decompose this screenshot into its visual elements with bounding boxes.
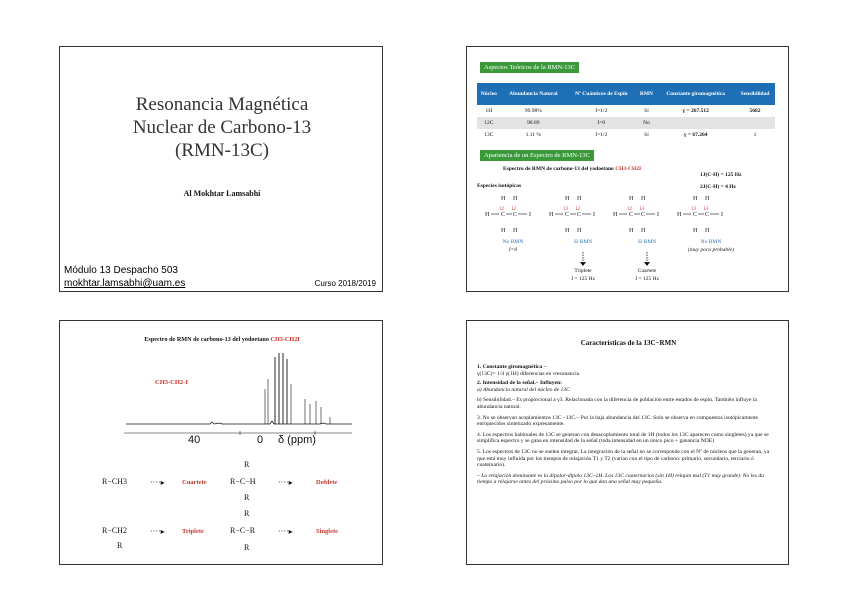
coupling-2j: 2J(C-H) = 4 Hz bbox=[700, 184, 736, 190]
row2-left: R−CH2 bbox=[102, 526, 127, 535]
r-bottom-1: R bbox=[244, 493, 250, 502]
table-row bbox=[477, 129, 775, 141]
col-header: Nº Cuánticos de Espín bbox=[566, 83, 637, 105]
svg-text:H: H bbox=[705, 196, 710, 202]
svg-text:13: 13 bbox=[691, 207, 696, 212]
r-top-1: R bbox=[244, 460, 250, 469]
svg-text:12: 12 bbox=[499, 207, 504, 212]
section-header-appearance: Apariencia de un Espectro de RMN-13C bbox=[480, 150, 594, 161]
slide-spectrum bbox=[59, 320, 383, 565]
spectrum-title bbox=[60, 336, 383, 343]
svg-text:H: H bbox=[613, 212, 618, 218]
svg-text:H: H bbox=[577, 228, 582, 234]
axis-unit: δ (ppm) bbox=[278, 434, 316, 446]
species-label: Especies isotópicas bbox=[477, 183, 522, 189]
spectrum-title bbox=[503, 166, 641, 172]
arrow-3: ····▸ bbox=[150, 527, 165, 536]
table-row bbox=[477, 105, 775, 117]
spectrum-plot bbox=[120, 349, 360, 449]
item6: – La relajación dominante es la dipolar-dipolo 13C–1H. Los 13C cuaternarios (sin 1H) relajan mal (T1 muy grande). No les da tiempo a relajarse antes del próximo pulso por lo que dan una señal muy pequeña. bbox=[477, 472, 764, 486]
row1-right: Doblete bbox=[316, 479, 338, 486]
coupling-1j: 1J(C-H) = 125 Hz bbox=[700, 172, 742, 178]
cell: 99.98% bbox=[501, 105, 566, 117]
col-header: RMN bbox=[637, 83, 657, 105]
col-header: Núcleo bbox=[477, 83, 501, 105]
svg-text:I: I bbox=[721, 212, 723, 218]
svg-text:H: H bbox=[705, 228, 710, 234]
cell: 5682 bbox=[735, 105, 775, 117]
row2-r: R bbox=[117, 541, 123, 550]
svg-text:H: H bbox=[693, 228, 698, 234]
r-c-2: R−C−R bbox=[230, 526, 256, 535]
molecule-3-j: J = 125 Hz bbox=[634, 276, 660, 282]
item4: 4. Los espectros habituales de 13C se generan con desacoplamiento total de 1H (todos los 13C aparecen como singletes) ya que se simplifica espectro y se gana en intensidad de la señal (toda intensidad en un único pico + ganancia NOE) bbox=[477, 431, 769, 445]
table-row bbox=[477, 117, 775, 129]
r-top-2: R bbox=[244, 509, 250, 518]
svg-text:H: H bbox=[629, 228, 634, 234]
cell: 98.89 bbox=[501, 117, 566, 129]
spectrum-title-text: Espectro de RMN de carbono-13 del yodoetano bbox=[144, 336, 269, 343]
spectrum-compound-label: CH3-CH2-I bbox=[155, 379, 188, 386]
cell: γ = 267.512 bbox=[656, 105, 735, 117]
svg-text:C: C bbox=[501, 212, 506, 218]
svg-text:12: 12 bbox=[575, 207, 580, 212]
svg-text:H: H bbox=[501, 228, 506, 234]
r-ch-1: R−C−H bbox=[230, 477, 256, 486]
title-line-2: Nuclear de Carbono-13 bbox=[132, 117, 312, 138]
col-header: Abundancia Natural bbox=[501, 83, 566, 105]
item2-head: 2. Intensidad de la señal.– Influyen: bbox=[477, 380, 563, 387]
slide-theory bbox=[466, 46, 789, 292]
molecule-2 bbox=[549, 196, 595, 234]
item2-b: b) Sensibilidad.– Es proporcional a γ3. Relacionada con la diferencia de población entre estados de espín. También influye la abundancia natural. bbox=[477, 397, 757, 410]
cell: No bbox=[637, 117, 657, 129]
cell: I=1/2 bbox=[566, 129, 637, 141]
molecule-3 bbox=[613, 196, 659, 234]
cell: 1.11 % bbox=[501, 129, 566, 141]
molecule-4-label: No RMN bbox=[700, 239, 722, 245]
cell: 13C bbox=[477, 129, 501, 141]
svg-text:H: H bbox=[565, 196, 570, 202]
svg-text:I: I bbox=[593, 212, 595, 218]
course-info: Curso 2018/2019 bbox=[314, 279, 376, 288]
svg-text:12: 12 bbox=[511, 207, 516, 212]
svg-text:C: C bbox=[577, 212, 582, 218]
row2-right: Singlete bbox=[316, 528, 339, 535]
molecule-2-j: J = 125 Hz bbox=[570, 276, 596, 282]
svg-text:H: H bbox=[693, 196, 698, 202]
svg-text:C: C bbox=[513, 212, 518, 218]
item2-a: a) Abundancia natural del núcleo de 13C bbox=[477, 386, 570, 393]
slide-title-text bbox=[60, 93, 383, 162]
molecule-4-sub: (muy poco probable) bbox=[688, 247, 734, 253]
svg-text:C: C bbox=[705, 212, 710, 218]
slide4-title: Características de la 13C−RMN bbox=[580, 339, 677, 347]
col-header: Constante giromagnética bbox=[656, 83, 735, 105]
cell: I=1/2 bbox=[566, 105, 637, 117]
slide-characteristics bbox=[466, 320, 789, 565]
svg-text:I: I bbox=[529, 212, 531, 218]
email-link[interactable]: mokhtar.lamsabhi@uam.es bbox=[64, 278, 186, 289]
axis-tick-0: 0 bbox=[257, 434, 264, 446]
axis-tick-40: 40 bbox=[188, 434, 201, 446]
nucleus-table bbox=[477, 83, 775, 141]
svg-text:H: H bbox=[641, 196, 646, 202]
svg-text:C: C bbox=[629, 212, 634, 218]
svg-text:13: 13 bbox=[703, 207, 708, 212]
cell: Sí bbox=[637, 129, 657, 141]
molecule-2-below: Triplete bbox=[574, 268, 592, 274]
molecule-1-sub: I=0 bbox=[508, 247, 518, 253]
item3: 3. No se observan acoplamientos 13C –13C.– Por la baja abundancia del 13C. Solo se observa en compuestos isotópicamente enriquecidos sintetizado expresamente. bbox=[477, 414, 759, 428]
svg-text:13: 13 bbox=[639, 207, 644, 212]
cell: I=0 bbox=[566, 117, 637, 129]
cell: Sí bbox=[637, 105, 657, 117]
item1-head: 1. Constante giromagnética – bbox=[477, 364, 547, 370]
svg-text:13: 13 bbox=[563, 207, 568, 212]
molecule-3-label: Sí RMN bbox=[637, 239, 657, 245]
r-bottom-2: R bbox=[244, 543, 250, 552]
section-header-theory: Aspectos Teóricos de la RMN-13C bbox=[480, 62, 579, 73]
title-line-3: (RMN-13C) bbox=[175, 140, 269, 161]
arrow-4: ····▸ bbox=[278, 527, 293, 536]
svg-text:C: C bbox=[693, 212, 698, 218]
col-header: Sensibilidad bbox=[735, 83, 775, 105]
cell bbox=[656, 117, 735, 129]
compound-name: CH3-CH2I bbox=[270, 336, 300, 343]
svg-text:H: H bbox=[513, 196, 518, 202]
svg-text:C: C bbox=[641, 212, 646, 218]
svg-text:H: H bbox=[629, 196, 634, 202]
svg-text:H: H bbox=[577, 196, 582, 202]
module-info: Módulo 13 Despacho 503 bbox=[64, 265, 178, 276]
molecule-1-label: No RMN bbox=[502, 239, 524, 245]
item1-body: γ(13C)= 1/4 γ(1H) diferencias en νresonancia bbox=[477, 370, 580, 377]
slide-title bbox=[59, 46, 383, 292]
svg-text:H: H bbox=[501, 196, 506, 202]
characteristics-list bbox=[477, 364, 777, 486]
svg-text:H: H bbox=[549, 212, 554, 218]
cell: 1 bbox=[735, 129, 775, 141]
molecule-4 bbox=[677, 196, 723, 234]
molecule-1 bbox=[485, 196, 531, 234]
svg-text:H: H bbox=[565, 228, 570, 234]
row2-mid: Triplete bbox=[182, 528, 204, 535]
item5: 5. Los espectros de 13C no se suelen integrar. La integración de la señal no se corresponde con el Nº de núcleos que la generan, ya que está muy influida por los tiempos de relajación T1 y T2 (varían con el tipo de carbono: primario, secundario, terciario ó cuaternario). bbox=[477, 448, 770, 469]
row1-mid: Cuartete bbox=[182, 479, 207, 486]
arrow-2: ····▸ bbox=[278, 478, 293, 487]
svg-text:H: H bbox=[485, 212, 490, 218]
cell: 12C bbox=[477, 117, 501, 129]
svg-text:I: I bbox=[657, 212, 659, 218]
spectrum-title-text: Espectro de RMN de carbono-13 del yodoetano bbox=[503, 166, 614, 172]
arrow-1: ····▸ bbox=[150, 478, 165, 487]
cell: 1H bbox=[477, 105, 501, 117]
row1-left: R−CH3 bbox=[102, 477, 127, 486]
author-name: Al Mokhtar Lamsabhi bbox=[183, 189, 261, 198]
molecule-2-label: Sí RMN bbox=[573, 239, 593, 245]
svg-text:H: H bbox=[641, 228, 646, 234]
svg-text:H: H bbox=[677, 212, 682, 218]
svg-text:H: H bbox=[513, 228, 518, 234]
molecule-3-below: Cuartete bbox=[637, 268, 657, 274]
svg-text:12: 12 bbox=[627, 207, 632, 212]
cell bbox=[735, 117, 775, 129]
title-line-1: Resonancia Magnética bbox=[135, 94, 309, 115]
cell: γ = 67.264 bbox=[656, 129, 735, 141]
svg-text:C: C bbox=[565, 212, 570, 218]
compound-name: CH3-CH2I bbox=[615, 166, 642, 172]
